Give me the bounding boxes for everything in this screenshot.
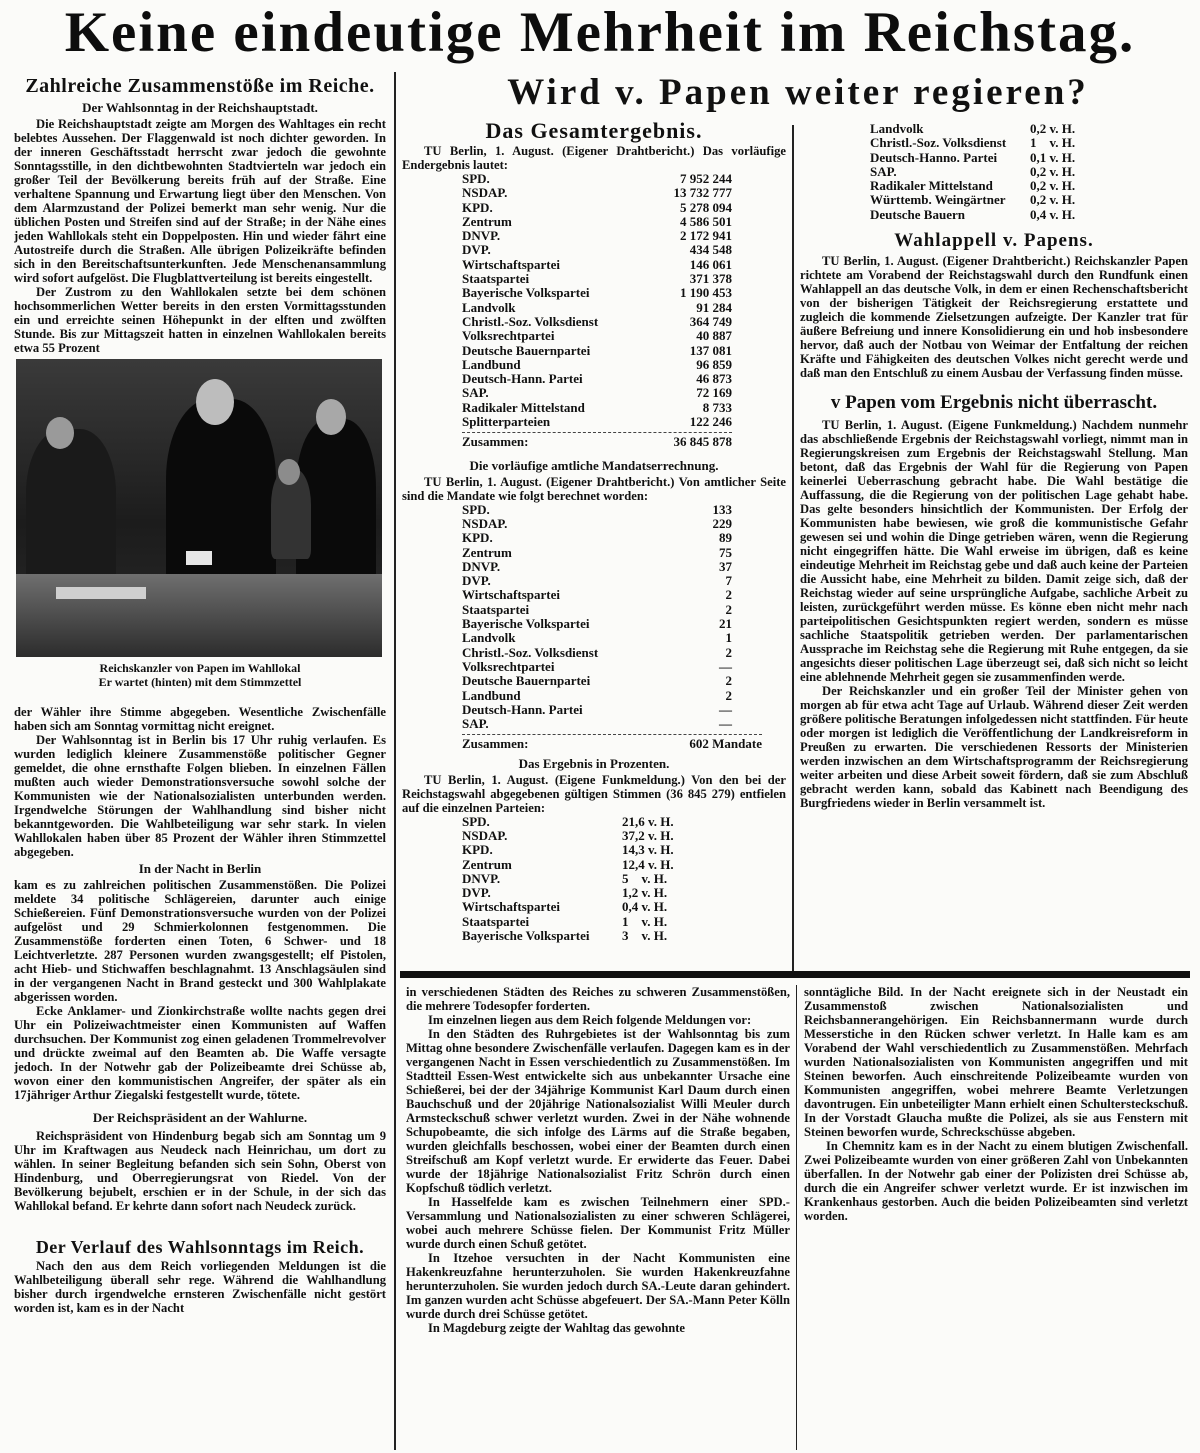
article-body: [14, 117, 386, 355]
party-value: 12,4 v. H.: [622, 856, 674, 872]
party-value: 72 169: [696, 385, 732, 401]
table-row: [462, 358, 732, 372]
article-body: [14, 1259, 386, 1315]
paragraph: Im einzelnen liegen aus dem Reich folgende Meldungen vor:: [428, 1013, 752, 1027]
table-row: [462, 517, 732, 531]
table-row: [462, 674, 732, 688]
article-body: [14, 1129, 386, 1213]
party-value: 37: [719, 558, 732, 574]
party-value: 2: [725, 673, 732, 689]
table-row: [462, 886, 712, 900]
party-name: Landbund: [462, 687, 521, 703]
party-name: Deutsch-Hann. Partei: [462, 701, 583, 717]
table-row: [462, 243, 732, 257]
party-name: Deutsch-Hann. Partei: [462, 371, 583, 387]
paragraph: Der Wahlsonntag ist in Berlin bis 17 Uhr ruhig verlaufen. Es wurden lediglich kleinere Zusammenstöße politischer Gegner gemeldet, die ohne ernsthafte Folgen blieben. In einzelnen Fällen mußten auch wieder Demonstrationsversuche sowohl solche der Kommunisten wie der Nationalsozialisten unterbunden werden. Irgendwelche Störungen der Wahlhandlung sind bisher nicht bekanntgeworden. Die Wahlbeteiligung war sehr stark. In vielen Wahllokalen haben über 85 Prozent der Wähler ihren Stimmzettel abgegeben.: [14, 733, 386, 859]
party-value: 3 v. H.: [622, 928, 668, 944]
paragraph: in verschiedenen Städten des Reiches zu schweren Zusammenstößen, die mehrere Todesopfer forderten.: [406, 985, 790, 1013]
party-value: 434 548: [689, 242, 732, 258]
table-row: [462, 689, 732, 703]
party-name: Landvolk: [462, 299, 516, 315]
party-value: 0,4 v. H.: [622, 899, 668, 915]
column-3-lower: [804, 985, 1188, 1450]
paragraph: In Chemnitz kam es in der Nacht zu einem blutigen Zwischenfall. Zwei Polizeibeamte wurden von einer größeren Zahl von Unbekannten überfallen. In der Notwehr gab einer der Polizisten drei Schüsse ab, durch die ein Angreifer schwer verletzt wurde. Er ist inzwischen im Krankenhaus gestorben. Auch die beiden Polizeibeamten sind verletzt worden.: [804, 1139, 1188, 1223]
paragraph: In den Städten des Ruhrgebietes ist der Wahlsonntag bis zum Mittag ohne besondere Zwischenfälle verlaufen. Dagegen kam es in der vergangenen Nacht in Essen verschiedentlich zu Zusammenstößen. Im Stadtteil Essen-West entwickelte sich aus unbekannter Ursache eine Schießerei, bei der der 34jährige Kommunist Karl Daum durch einen Bauchschuß und der 20jährige Nationalsozialist Willi Meuler durch Armsteckschuß schwer verletzt wurden. Zwei in der Nähe wohnende Schupobeamte, die sich infolge des Lärms auf die Straße begaben, wurden gleichfalls beschossen, wobei einer der Beamten durch einen Streifschuß am Kopf verletzt wurde. Er erwiderte das Feuer. Dabei wurde der 18jährige Nationalsozialist Fritz Schrön durch einen Kopfschuß tödlich verletzt.: [406, 1027, 790, 1195]
percent-table: [462, 815, 732, 944]
column-divider: [792, 125, 794, 973]
party-value: 75: [719, 544, 732, 560]
party-value: 91 284: [696, 299, 732, 315]
party-name: SPD.: [462, 813, 490, 829]
party-value: 13 732 777: [673, 185, 732, 201]
paragraph: Die Reichshauptstadt zeigte am Morgen des Wahltages ein recht belebtes Aussehen. Der Flaggenwald ist noch dichter geworden. In der inneren Geschäftsstadt herrscht zwar jedoch die gewohnte Sonntagsstille, in den dichtbewohnten Stadtvierteln war jedoch ein großer Teil der Bevölkerung bereits früh auf der Straße. Eine verhaltene Spannung und Erwartung liegt über den Menschen. Von dem Alarmzustand der Polizei bemerkt man sehr wenig. Nur die üblichen Posten und Streifen sind auf der Straße; in der Nähe eines jeden Wahllokals steht ein Doppelposten. Hin und wieder fährt eine Autostreife durch die Straßen. Alle übrigen Polizeikräfte befinden sich in den Bereitschaftsunterkunften. Jede Menschenansammlung wird sofort aufgelöst. Die Flugblattverteilung ist bereits eingestellt.: [14, 117, 386, 285]
party-name: Zentrum: [462, 544, 512, 560]
party-value: 122 246: [689, 414, 732, 430]
table-row: [462, 286, 732, 300]
table-row: [462, 660, 732, 674]
party-name: Volksrechtpartei: [462, 328, 555, 344]
paragraph: TU Berlin, 1. August. (Eigener Drahtbericht.) Reichskanzler Papen richtete am Vorabend der Reichstagswahl durch den Rundfunk einen Wahlappell an das deutsche Volk, in dem er einen Rechenschaftsbericht von der bisherigen Tätigkeit der Reichsregierung erstattete und zugleich die kommende Zielsetzungen aufzeigte. Der Kanzler trat für äußere Befreiung und innere Konsolidierung ein und hob insbesondere hervor, daß auch der Notbau von Weimar der Entfaltung der reichen Kräfte und Fähigkeiten des deutschen Volkes nicht gerecht werde und daß man den Entschluß zu einem Ausbau der Verfassung finden müsse.: [800, 254, 1188, 381]
photo-caption-line: Reichskanzler von Papen im Wahllokal: [99, 661, 301, 675]
party-name: Bayerische Volkspartei: [462, 616, 590, 632]
table-row: [462, 315, 732, 329]
percent-intro: TU Berlin, 1. August. (Eigene Funkmeldung.) Von den bei der Reichstagswahl abgegebenen gültigen Stimmen (36 845 279) entfielen auf die einzelnen Parteien:: [402, 772, 786, 815]
party-name: Landvolk: [870, 122, 924, 136]
party-value: 371 378: [689, 271, 732, 287]
paragraph: In Magdeburg zeigte der Wahltag das gewohnte: [428, 1321, 686, 1335]
table-row: [462, 215, 732, 229]
table-row: [462, 503, 732, 517]
results-intro: TU Berlin, 1. August. (Eigener Drahtbericht.) Das vorläufige Endergebnis lautet:: [402, 144, 786, 172]
party-value: 96 859: [696, 356, 732, 372]
table-row: [462, 344, 732, 358]
paragraph: Reichspräsident von Hindenburg begab sich am Sonntag um 9 Uhr im Kraftwagen aus Neudeck nach Heinrichau, um dort zu wählen. In seiner Begleitung befanden sich sein Sohn, Oberst von Hindenburg, und Oberregierungsrat von Riedel. Von der Bevölkerung bejubelt, erschien er in der Schule, in der sich das Wahllokal befand. Er kehrte dann sofort nach Neudeck zurück.: [14, 1129, 386, 1213]
party-name: Deutsch-Hanno. Partei: [870, 149, 998, 165]
column-2: [402, 118, 786, 970]
party-name: SPD.: [462, 171, 490, 186]
article-body: [14, 705, 386, 859]
party-value: 0,4 v. H.: [1030, 206, 1076, 222]
party-value: 21,6 v. H.: [622, 813, 674, 829]
article-subhead: Der Reichspräsident an der Wahlurne.: [92, 1110, 308, 1125]
paragraph: Nach den aus dem Reich vorliegenden Meldungen ist die Wahlbeteiligung überall sehr rege. Während die Wahlhandlung bisher durch irgendwelche ernsteren Zwischenfälle nicht gestört worden ist, kam es in der Nacht: [14, 1259, 386, 1315]
column-1: [14, 74, 386, 1450]
table-row: [870, 208, 1120, 222]
table-row: [870, 193, 1120, 207]
party-value: 364 749: [689, 313, 732, 329]
total-value: 602 Mandate: [689, 736, 762, 752]
section-rule: [400, 971, 1190, 978]
party-value: 46 873: [696, 371, 732, 387]
table-row: [462, 531, 732, 545]
party-value: 7: [725, 573, 732, 589]
party-name: SAP.: [462, 385, 489, 401]
party-value: 1 190 453: [680, 285, 732, 301]
table-row: [462, 929, 712, 943]
party-value: 89: [719, 530, 732, 546]
party-value: 21: [719, 616, 732, 632]
party-name: DVP.: [462, 573, 491, 589]
party-value: 1: [725, 630, 732, 646]
party-name: Staatspartei: [462, 913, 530, 929]
wahlappell-heading: Wahlappell v. Papens.: [894, 230, 1094, 252]
party-value: —: [719, 716, 732, 732]
party-name: Landbund: [462, 356, 521, 372]
table-row: [462, 617, 732, 631]
table-row: [462, 372, 732, 386]
article-body: [14, 878, 386, 1102]
party-name: KPD.: [462, 842, 493, 858]
article-subhead: Der Wahlsonntag in der Reichshauptstadt.: [82, 100, 318, 115]
party-name: DNVP.: [462, 228, 501, 244]
table-row: [462, 546, 732, 560]
paragraph: Der Reichskanzler und ein großer Teil der Minister gehen von morgen ab für etwa acht Tage auf Urlaub. Während dieser Zeit werden größere politische Beratungen infolgedessen nicht stattfinden. Für heute oder morgen ist lediglich die Veröffentlichung der Landkreisreform in Preußen zu erwarten. Die verschiedenen Ressorts der Ministerien werden inzwischen an dem Wirtschaftsprogramm der Reichsregierung weiter arbeiten und diese Arbeit soweit fördern, daß sie zum Abschluß gebracht werden kann, sobald das Kabinett nach Beendigung des Burgfriedens wieder in Berlin versammelt ist.: [800, 684, 1188, 811]
party-value: 2: [725, 687, 732, 703]
article-headline: Der Verlauf des Wahlsonntags im Reich.: [35, 1237, 365, 1257]
table-row: [870, 136, 1120, 150]
table-row: [462, 843, 712, 857]
table-row: [462, 258, 732, 272]
party-name: Wirtschaftspartei: [462, 587, 560, 603]
table-row: [462, 631, 732, 645]
party-value: 1,2 v. H.: [622, 885, 668, 901]
article-headline: Zahlreiche Zusammenstöße im Reiche.: [25, 75, 375, 97]
article-subhead: In der Nacht in Berlin: [138, 861, 262, 876]
party-name: DNVP.: [462, 558, 501, 574]
paragraph: In Hasselfelde kam es zwischen Teilnehmern einer SPD.-Versammlung und Nationalsozialisten zu einer schweren Schlägerei, wobei auch mehrere Schüsse fielen. Der Kommunist Fritz Müller wurde durch einen Schuß getötet.: [406, 1195, 790, 1251]
party-name: Christl.-Soz. Volksdienst: [462, 313, 599, 329]
party-name: KPD.: [462, 530, 493, 546]
table-row: [870, 122, 1120, 136]
party-value: 0,2 v. H.: [1030, 122, 1076, 136]
party-name: NSDAP.: [462, 515, 508, 531]
party-name: NSDAP.: [462, 185, 508, 201]
table-row: [870, 179, 1120, 193]
party-value: —: [719, 658, 732, 674]
paragraph: sonntägliche Bild. In der Nacht ereignete sich in der Neustadt ein Zusammenstoß zwischen Nationalsozialisten und Reichsbannerangehörigen. Ein Reichsbannermann wurde durch Messerstiche in den Rücken schwer verletzt. In Halle kam es am Vorabend der Wahl verschiedentlich zu Zusammenstößen. Mehrfach wurden Nationalsozialisten von Kommunisten angegriffen und mit Steinen beworfen. Auch einschreitende Polizeibeamte wurden von Kommunisten angegriffen, wobei mehrere Beamte Verletzungen davontrugen. Ein unbeteiligter Mann erhielt einen Schultersteckschuß. In der Vorstadt Glaucha mußte die Polizei, als sie aus Fenstern mit Steinen beworfen wurde, Schreckschüsse abgeben.: [804, 985, 1188, 1139]
percent-heading: Das Ergebnis in Prozenten.: [518, 755, 670, 771]
news-photo: [16, 359, 382, 657]
party-name: Radikaler Mittelstand: [870, 178, 993, 194]
table-row: [462, 872, 712, 886]
party-name: NSDAP.: [462, 827, 508, 843]
party-name: Wirtschaftspartei: [462, 899, 560, 915]
table-row: [462, 717, 732, 731]
party-name: Volksrechtpartei: [462, 658, 555, 674]
party-name: Zentrum: [462, 856, 512, 872]
total-row: [462, 734, 762, 751]
party-value: 137 081: [689, 342, 732, 358]
column-divider: [796, 985, 797, 1450]
total-label: Zusammen:: [462, 736, 529, 752]
party-value: 5 278 094: [680, 199, 732, 215]
table-row: [462, 229, 732, 243]
table-row: [462, 329, 732, 343]
party-value: —: [719, 701, 732, 717]
party-value: 7 952 244: [680, 171, 732, 186]
total-label: Zusammen:: [462, 434, 529, 450]
column-divider: [394, 72, 396, 1450]
party-name: Wirtschaftspartei: [462, 256, 560, 272]
party-name: Splitterparteien: [462, 414, 551, 430]
party-value: 0,2 v. H.: [1030, 163, 1076, 179]
paragraph: der Wähler ihre Stimme abgegeben. Wesentliche Zwischenfälle haben sich am Sonntag vormittag nicht ereignet.: [14, 705, 386, 733]
table-row: [462, 401, 732, 415]
mandate-intro: TU Berlin, 1. August. (Eigener Drahtbericht.) Von amtlicher Seite sind die Mandate wie folgt berechnet worden:: [402, 474, 786, 503]
party-value: 2 172 941: [680, 228, 732, 244]
party-name: Bayerische Volkspartei: [462, 285, 590, 301]
party-name: Staatspartei: [462, 271, 530, 287]
party-value: 229: [712, 515, 732, 531]
party-value: 2: [725, 601, 732, 617]
party-value: 1 v. H.: [1030, 135, 1076, 151]
party-name: Christl.-Soz. Volksdienst: [462, 644, 599, 660]
party-name: SPD.: [462, 501, 490, 517]
table-row: [462, 858, 712, 872]
party-name: KPD.: [462, 199, 493, 215]
column-2-lower: [406, 985, 790, 1450]
total-value: 36 845 878: [673, 434, 732, 450]
party-name: Württemb. Weingärtner: [870, 192, 1006, 208]
party-value: 2: [725, 587, 732, 603]
table-row: [462, 201, 732, 215]
table-row: [462, 829, 712, 843]
photo-caption-line: Er wartet (hinten) mit dem Stimmzettel: [98, 675, 302, 689]
party-value: 0,1 v. H.: [1030, 149, 1076, 165]
mandate-table: [462, 503, 732, 732]
paragraph: kam es zu zahlreichen politischen Zusammenstößen. Die Polizei meldete 34 politische Schlägereien, darunter auch einige Schießereien. Fünf Demonstrationsversuche wurden von der Polizei aufgelöst und 29 Schmierkolonnen festgenommen. Die Zusammenstöße forderten einen Toten, 6 Schwer- und 18 Leichtverletzte. 287 Personen wurden zwangsgestellt; elf Pistolen, acht Hieb- und Stichwaffen beschlagnahmt. 13 Anschlagsäulen sind in der vergangenen Nacht in Brand gesteckt und 300 Wahlplakate abgerissen worden.: [14, 878, 386, 1004]
party-value: 40 887: [696, 328, 732, 344]
party-value: 14,3 v. H.: [622, 842, 674, 858]
table-row: [462, 574, 732, 588]
table-row: [462, 301, 732, 315]
party-value: 146 061: [689, 256, 732, 272]
table-row: [870, 151, 1120, 165]
table-row: [462, 603, 732, 617]
results-heading: Das Gesamtergebnis.: [485, 118, 703, 143]
article-body: [800, 254, 1188, 380]
party-name: DVP.: [462, 242, 491, 258]
party-name: DNVP.: [462, 870, 501, 886]
table-row: [462, 915, 712, 929]
table-row: [462, 172, 732, 186]
table-row: [462, 386, 732, 400]
table-row: [462, 272, 732, 286]
party-name: Deutsche Bauern: [870, 206, 965, 222]
party-value: 0,2 v. H.: [1030, 178, 1076, 194]
party-value: 2: [725, 644, 732, 660]
column-3: [800, 122, 1188, 970]
party-name: Radikaler Mittelstand: [462, 399, 585, 415]
paragraph: Ecke Anklamer- und Zionkirchstraße wollte nachts gegen drei Uhr ein Polizeiwachtmeister einen Kommunisten auf Waffen durchsuchen. Der Kommunist zog einen geladenen Trommelrevolver und drückte zweimal auf den Beamten ab. Die Waffe versagte jedoch. In der Notwehr gab der Polizeibeamte drei Schüsse ab, wovon einer den kommunistischen Angreifer, der später als ein 17jähriger Arthur Ziegalski festgestellt wurde, tötete.: [14, 1004, 386, 1102]
paragraph: Der Zustrom zu den Wahllokalen setzte bei dem schönen hochsommerlichen Wetter bereits in den ersten Vormittagsstunden ein und erreichte seinen Höhepunkt in der elften und zwölften Stunde. Bis zur Mittagszeit hatten in einzelnen Wahllokalen bereits etwa 55 Prozent: [14, 285, 386, 355]
table-row: [462, 186, 732, 200]
table-row: [462, 900, 712, 914]
article-body: [800, 418, 1188, 810]
party-value: 5 v. H.: [622, 870, 668, 886]
total-row: [462, 432, 732, 449]
banner-headline: Wird v. Papen weiter regieren?: [507, 72, 1089, 113]
party-name: SAP.: [462, 716, 489, 732]
party-name: DVP.: [462, 885, 491, 901]
table-row: [462, 415, 732, 429]
percent-table-continued: [870, 122, 1140, 222]
article-body: [804, 985, 1188, 1223]
table-row: [462, 560, 732, 574]
party-name: SAP.: [870, 163, 897, 179]
party-name: Zentrum: [462, 213, 512, 229]
papen-result-heading: v Papen vom Ergebnis nicht überrascht.: [830, 392, 1158, 414]
paragraph: In Itzehoe versuchten in der Nacht Kommunisten eine Hakenkreuzfahne herunterzuholen. Sie wurden Hakenkreuzfahne herunterzuholen. Sie wurden jedoch durch SA.-Leute daran gehindert. Im ganzen wurden acht Schüsse abgefeuert. Der SA.-Mann Peter Kölln wurde durch drei Schüsse getötet.: [406, 1251, 790, 1321]
table-row: [870, 165, 1120, 179]
front-page-headline: Keine eindeutige Mehrheit im Reichstag.: [64, 1, 1136, 64]
party-value: 133: [712, 501, 732, 517]
party-value: 4 586 501: [680, 213, 732, 229]
party-value: 37,2 v. H.: [622, 827, 674, 843]
mandate-heading: Die vorläufige amtliche Mandatserrechnung.: [469, 457, 719, 473]
party-value: 0,2 v. H.: [1030, 192, 1076, 208]
table-row: [462, 703, 732, 717]
table-row: [462, 646, 732, 660]
table-row: [462, 815, 712, 829]
party-value: 1 v. H.: [622, 913, 668, 929]
party-name: Bayerische Volkspartei: [462, 928, 590, 944]
paragraph: TU Berlin, 1. August. (Eigene Funkmeldung.) Nachdem nunmehr das abschließende Ergebnis der Reichstagswahl vorliegt, nimmt man in Regierungskreisen zum Ergebnis der Reichstagswahl Stellung. Man betont, daß das Ergebnis der Wahl für die Regierung von Papen keinerlei Ueberraschung gebracht habe. Die Wahl bestätige die Auffassung, die die Regierung von der politischen Lage gehabt habe. Das gelte besonders hinsichtlich der Kommunisten. Der Erfolg der Kommunisten habe bewiesen, wie groß die kommunistische Gefahr gewesen sei und wohin die Dinge getrieben wären, wenn die Regierung nicht eingegriffen hätte. Die Wahl erweise im übrigen, daß es keine eindeutige Mehrheit im Reichstag gebe und daß auch keine der Parteien die Aussicht habe, eine Mehrheit zu bilden. Damit zeige sich, daß der Reichstag wieder auf seine ursprüngliche Aufgabe, sachliche Arbeit zu leisten, zurückgeführt werden müsse. Es könne eben nicht mehr nach parteipolitischen Gesichtspunkten regiert werden, sondern es müsse sachliche Staatspolitik getrieben werden. Der parlamentarischen Aussprache im Reichstag sehe die Regierung mit Ruhe entgegen, da sie angesichts dieser politischen Lage überzeugt sei, daß sich nicht so leicht eine ablehnende Mehrheit gegen sie zusammenfinden werde.: [800, 418, 1188, 685]
party-name: Christl.-Soz. Volksdienst: [870, 135, 1007, 151]
party-name: Staatspartei: [462, 601, 530, 617]
party-name: Deutsche Bauernpartei: [462, 673, 591, 689]
party-value: 8 733: [702, 399, 732, 415]
table-row: [462, 588, 732, 602]
article-body: [406, 985, 790, 1335]
party-name: Deutsche Bauernpartei: [462, 342, 591, 358]
vote-results-table: [462, 172, 732, 429]
party-name: Landvolk: [462, 630, 516, 646]
